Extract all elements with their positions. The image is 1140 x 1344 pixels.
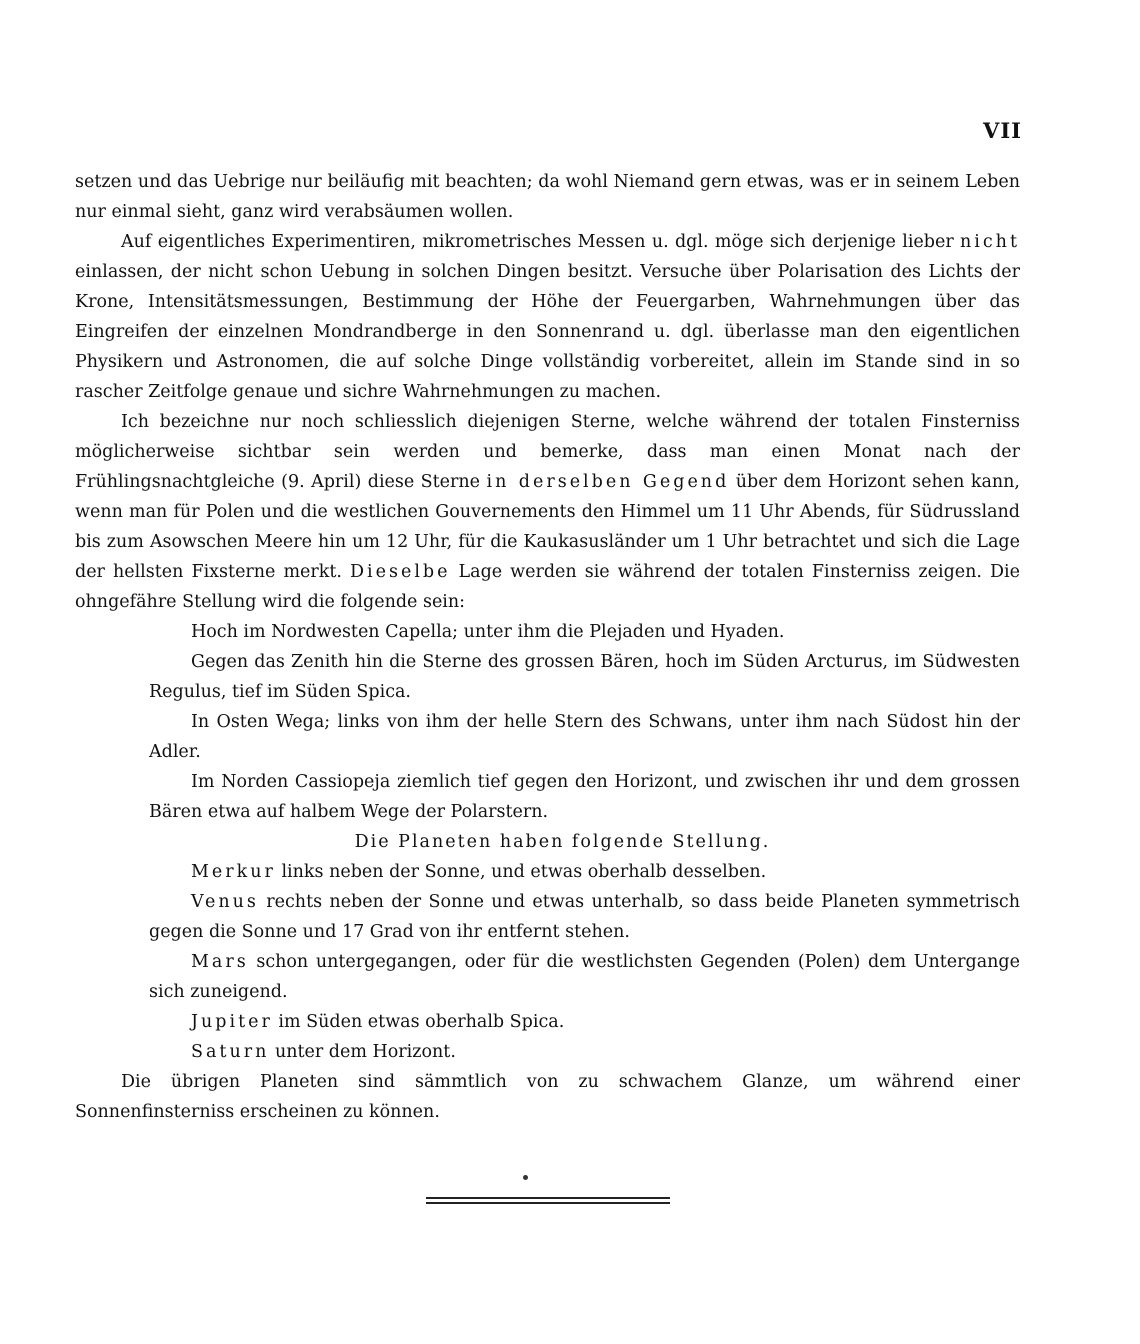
- planet-entry-merkur: [149, 857, 1020, 887]
- paragraph-experiments: [75, 227, 1020, 407]
- planet-text-mars: schon untergegangen, oder für die westlichsten Gegenden (Polen) dem Untergange sich zuneigend.: [149, 952, 1020, 1002]
- planet-text-merkur: links neben der Sonne, und etwas oberhalb desselben.: [275, 862, 767, 882]
- page-number: VII: [983, 118, 1022, 143]
- planet-entry-saturn: [149, 1037, 1020, 1067]
- ornament-dot: [523, 1175, 528, 1180]
- paragraph-stars-part-b: über dem Horizont sehen kann, wenn man für Polen und die westlichen Gouvernements den Himmel um 11 Uhr Abends, für Südrussland bis zum Asowschen Meere hin um 12 Uhr, für die Kaukasusländer um 1 Uhr betrachtet und sich die Lage der hellsten Fixsterne merkt.: [75, 472, 1020, 582]
- planet-entry-venus: [149, 887, 1020, 947]
- end-rule-line-top: [426, 1197, 670, 1199]
- planet-name-venus: Venus: [191, 892, 259, 912]
- paragraph-closing: Die übrigen Planeten sind sämmtlich von zu schwachem Glanze, um während einer Sonnenfinsterniss erscheinen zu können.: [75, 1072, 1020, 1122]
- star-entry-zenith: Gegen das Zenith hin die Sterne des grossen Bären, hoch im Süden Arcturus, im Südwesten Regulus, tief im Süden Spica.: [149, 652, 1020, 702]
- planet-text-saturn: unter dem Horizont.: [269, 1042, 456, 1062]
- star-entry-cassiopeja: Im Norden Cassiopeja ziemlich tief gegen den Horizont, und zwischen ihr und dem grossen Bären etwa auf halbem Wege der Polarstern.: [149, 772, 1020, 822]
- end-rule-line-bottom: [426, 1202, 670, 1204]
- emphasis-dieselbe: Dieselbe: [350, 562, 451, 582]
- body-text: [75, 167, 1020, 1127]
- star-entry-wega: In Osten Wega; links von ihm der helle Stern des Schwans, unter ihm nach Südost hin der Adler.: [149, 712, 1020, 762]
- paragraph-experiments-part-b: einlassen, der nicht schon Uebung in solchen Dingen besitzt. Versuche über Polarisation des Lichts der Krone, Intensitätsmessungen, Bestimmung der Höhe der Feuergarben, Wahrnehmungen über das Eingreifen der einzelnen Mondrandberge in den Sonnenrand u. dgl. überlasse man den eigentlichen Physikern und Astronomen, die auf solche Dinge vollständig vorbereitet, allein im Stande sind in so rascher Zeitfolge genaue und sichre Wahrnehmungen zu machen.: [75, 262, 1020, 402]
- planet-entry-mars: [149, 947, 1020, 1007]
- end-rule: [426, 1197, 670, 1207]
- planet-name-jupiter: Jupiter: [191, 1012, 273, 1032]
- planet-text-venus: rechts neben der Sonne und etwas unterhalb, so dass beide Planeten symmetrisch gegen die Sonne und 17 Grad von ihr entfernt stehen.: [149, 892, 1020, 942]
- planet-name-merkur: Merkur: [191, 862, 276, 882]
- paragraph-stars-part-a: Ich bezeichne nur noch schliesslich diejenigen Sterne, welche während der totalen Finsterniss möglicherweise sichtbar sein werden und bemerke, dass man einen Monat nach der Frühlingsnachtgleiche (9. April) diese Sterne: [75, 412, 1020, 492]
- emphasis-nicht: nicht: [960, 232, 1020, 252]
- planet-name-mars: Mars: [191, 952, 249, 972]
- paragraph-stars: [75, 407, 1020, 617]
- star-entry-capella: Hoch im Nordwesten Capella; unter ihm die Plejaden und Hyaden.: [191, 622, 785, 642]
- paragraph-stars-part-c: Lage werden sie während der totalen Finsterniss zeigen. Die ohngefähre Stellung wird die folgende sein:: [75, 562, 1021, 612]
- planet-entry-jupiter: [149, 1007, 1020, 1037]
- paragraph-experiments-part-a: Auf eigentliches Experimentiren, mikrometrisches Messen u. dgl. möge sich derjenige lieber: [121, 232, 961, 252]
- paragraph-continuation: setzen und das Uebrige nur beiläufig mit beachten; da wohl Niemand gern etwas, was er in seinem Leben nur einmal sieht, ganz wird verabsäumen wollen.: [75, 172, 1020, 222]
- planet-text-jupiter: im Süden etwas oberhalb Spica.: [272, 1012, 565, 1032]
- emphasis-derselben-gegend: in derselben Gegend: [486, 472, 730, 492]
- planets-heading: Die Planeten haben folgende Stellung.: [354, 832, 771, 852]
- planet-name-saturn: Saturn: [191, 1042, 270, 1062]
